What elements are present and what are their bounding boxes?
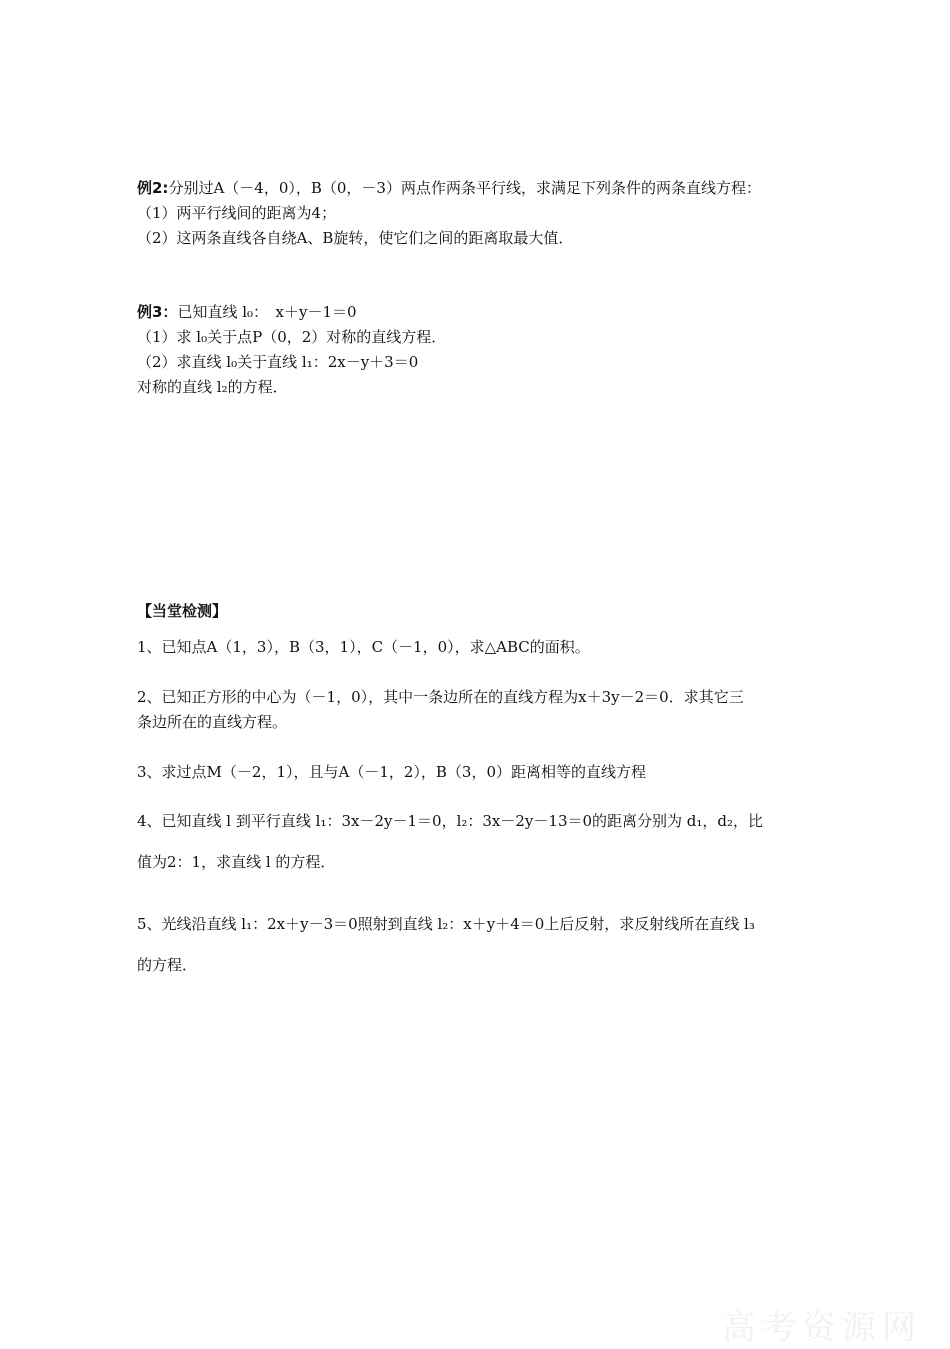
example-3-item-2: （2）求直线 l₀关于直线 l₁：2x－y＋3＝0 [137,353,419,371]
watermark: 高考资源网 [722,1308,922,1348]
example-2-item-1: （1）两平行线间的距离为4； [137,204,337,222]
question-5-line-2: 的方程． [137,956,198,974]
example-2-text: 分别过A（－4，0），B（0，－3）两点作两条平行线，求满足下列条件的两条直线方程： [168,179,761,197]
example-2-item-2: （2）这两条直线各自绕A、B旋转，使它们之间的距离取最大值． [137,229,574,247]
example-3-text: 已知直线 l₀： x＋y－1＝0 [177,303,357,321]
example-2-heading [137,178,761,198]
question-4-line-1: 4、已知直线 l 到平行直线 l₁：3x－2y－1＝0，l₂：3x－2y－13＝0的距离分别为 d₁，d₂，比 [137,812,764,830]
example-2-label: 例2: [137,179,169,197]
question-4-line-2: 值为2：1，求直线 l 的方程． [137,853,336,871]
check-section-title: 【当堂检测】 [137,602,228,620]
question-5-line-1: 5、光线沿直线 l₁：2x＋y－3＝0照射到直线 l₂：x＋y＋4＝0上后反射，求反射线所在直线 l₃ [137,915,755,933]
question-2-line-1: 2、已知正方形的中心为（－1，0），其中一条边所在的直线方程为x＋3y－2＝0．求其它三 [137,688,744,706]
question-2-line-2: 条边所在的直线方程。 [137,713,288,731]
example-3-label: 例3： [137,303,178,321]
example-3-tail: 对称的直线 l₂的方程． [137,378,288,396]
example-3-item-1: （1）求 l₀关于点P（0，2）对称的直线方程． [137,328,447,346]
question-1: 1、已知点A（1，3），B（3，1），C（－1，0），求△ABC的面积。 [137,638,590,656]
example-3-heading [137,302,357,322]
question-3: 3、求过点M（－2，1），且与A（－1，2），B（3，0）距离相等的直线方程 [137,763,647,781]
